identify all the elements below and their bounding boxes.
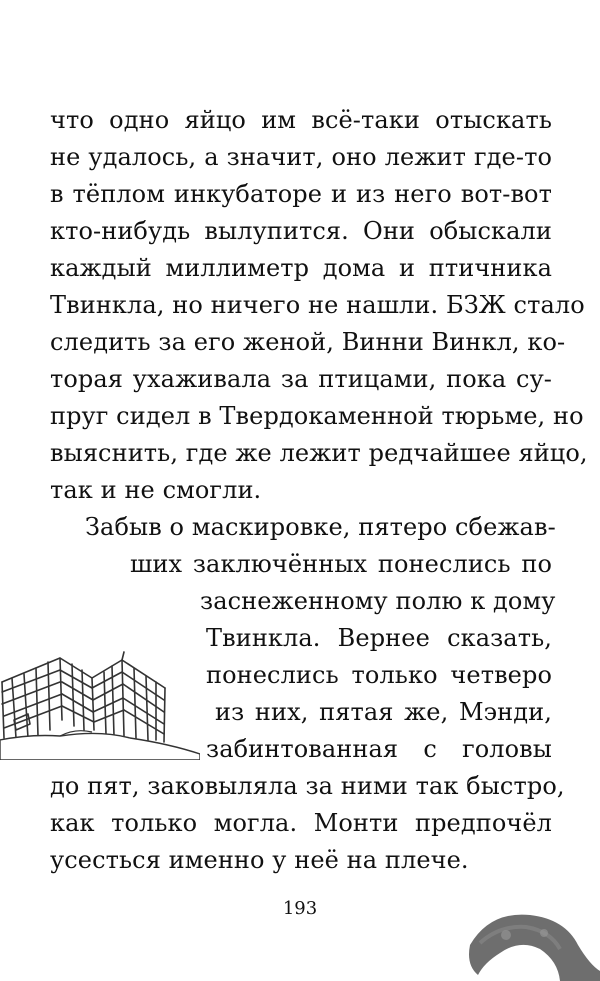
text-line: не удалось, а значит, оно лежит где-то bbox=[50, 143, 552, 171]
greenhouse-drawing-icon bbox=[0, 650, 200, 760]
text-line: в тёплом инкубаторе и из него вот-вот bbox=[50, 180, 552, 208]
text-line: заснеженному полю к дому bbox=[200, 587, 556, 615]
text-line: забинтованная с головы bbox=[206, 735, 552, 763]
text-line: пруг сидел в Твердокаменной тюрьме, но bbox=[50, 402, 584, 430]
text-line: Забыв о маскировке, пятеро сбежав- bbox=[85, 513, 556, 541]
text-line: кто-нибудь вылупится. Они обыскали bbox=[50, 217, 552, 245]
text-line: как только могла. Монти предпочёл bbox=[50, 809, 552, 837]
text-line: каждый миллиметр дома и птичника bbox=[50, 254, 552, 282]
text-line: Твинкла, но ничего не нашли. БЗЖ стало bbox=[50, 291, 585, 319]
text-line: Твинкла. Вернее сказать, bbox=[206, 624, 552, 652]
text-line: следить за его женой, Винни Винкл, ко- bbox=[50, 328, 566, 356]
ink-smudge-icon bbox=[460, 905, 600, 981]
text-line: ших заключённых понеслись по bbox=[130, 550, 552, 578]
text-line: усесться именно у неё на плече. bbox=[50, 846, 469, 874]
text-line: так и не смогли. bbox=[50, 476, 262, 504]
text-line: торая ухаживала за птицами, пока су- bbox=[50, 365, 552, 393]
text-line: понеслись только четверо bbox=[206, 661, 552, 689]
text-line: до пят, заковыляла за ними так быстро, bbox=[50, 772, 565, 800]
text-line: выяснить, где же лежит редчайшее яйцо, bbox=[50, 439, 588, 467]
text-line: из них, пятая же, Мэнди, bbox=[215, 698, 552, 726]
text-line: что одно яйцо им всё-таки отыскать bbox=[50, 106, 552, 134]
page-number: 193 bbox=[282, 898, 318, 919]
